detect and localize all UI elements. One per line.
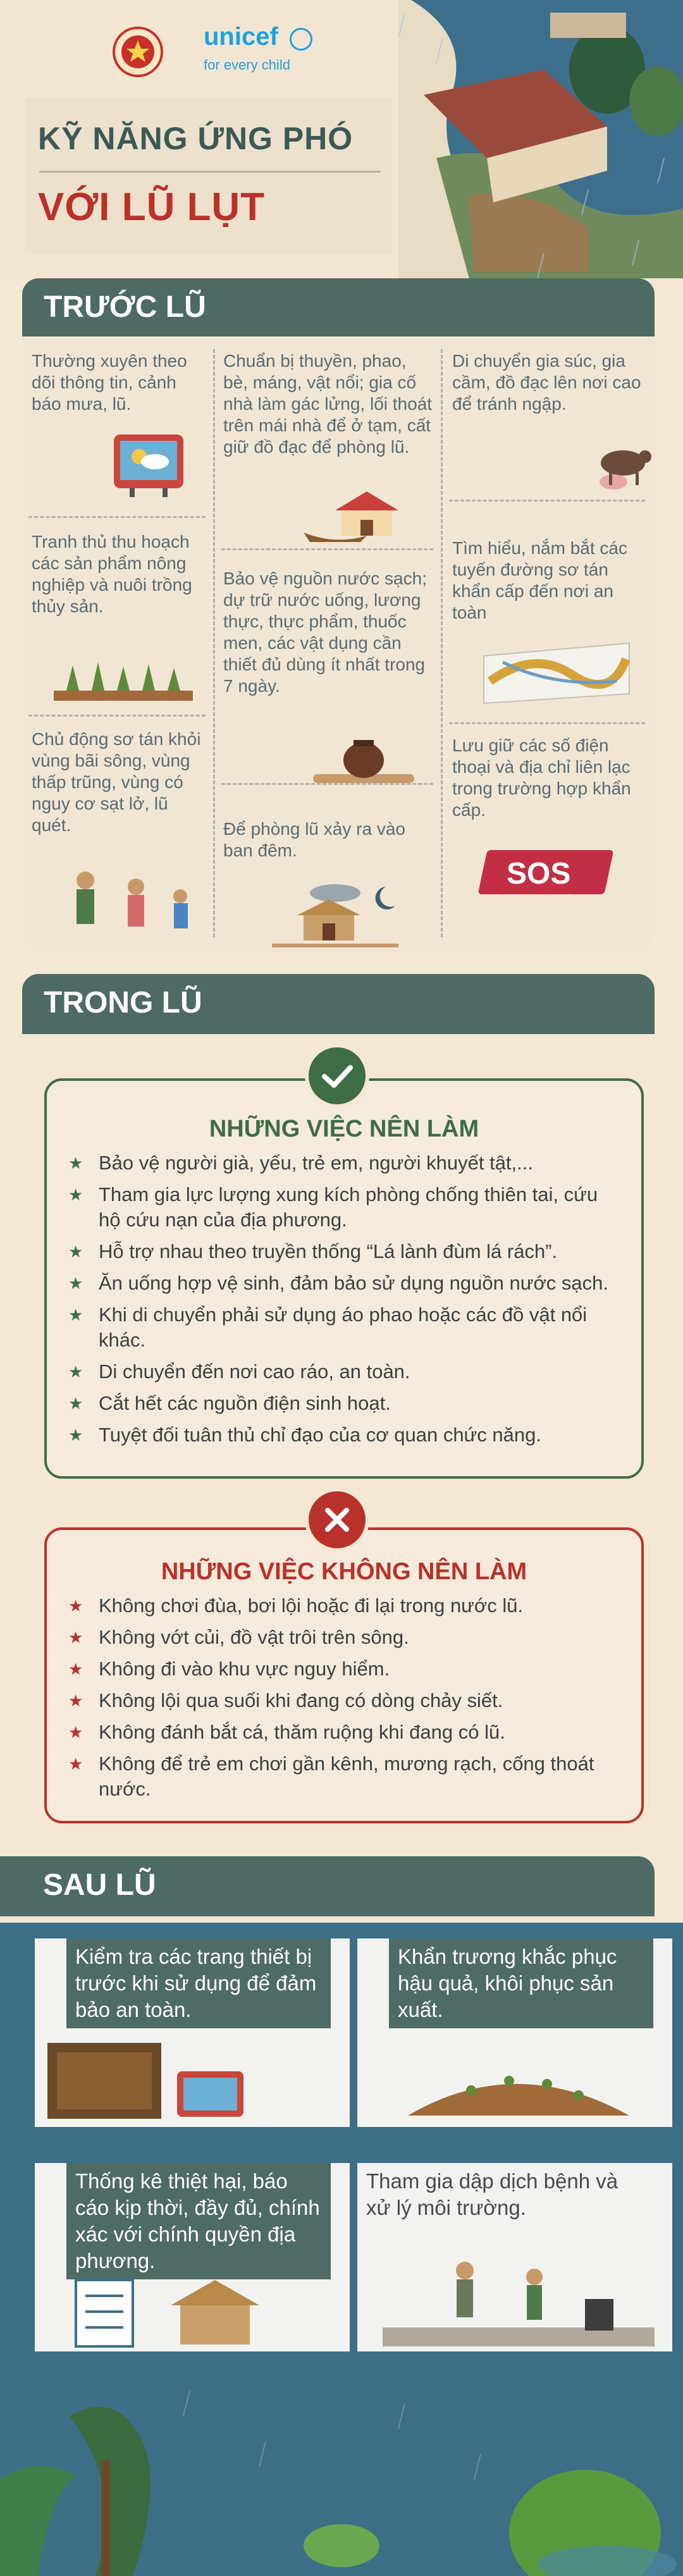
before-item: Tranh thủ thu hoạch các sản phẩm nông nghiệp và nuôi trồng thủy sản. [32,532,192,616]
furniture-tv-icon [41,2030,281,2125]
do-item: ★ Di chuyển đến nơi cao ráo, an toàn. [66,1359,622,1384]
star-icon: ★ [68,1691,83,1710]
do-list [66,1150,622,1454]
star-icon: ★ [68,1628,83,1647]
cross-icon [305,1488,369,1552]
crops-icon [54,653,193,703]
dont-card [44,1527,644,1823]
section-during-header [22,974,655,1034]
dont-list [66,1593,622,1808]
after-card [35,2163,350,2351]
divider [449,722,645,724]
after-card [35,1938,350,2127]
after-item: Khẩn trương khắc phục hậu quả, khôi phục sản xuất. [389,1938,653,2028]
star-icon: ★ [68,1596,83,1615]
water-jar-icon [313,735,414,786]
flood-house-illustration [398,0,683,278]
checkmark-icon [305,1044,369,1108]
do-item: ★ Bảo vệ người già, yếu, trẻ em, người khuyết tật,... [66,1150,622,1176]
before-panel [22,336,655,953]
do-item: ★ Tham gia lực lượng xung kích phòng chống thiên tai, cứu hộ cứu nạn của địa phương. [68,1183,598,1231]
do-title: NHỮNG VIỆC NÊN LÀM [209,1116,479,1142]
header [0,0,683,278]
report-house-icon [70,2274,310,2350]
section-before-header [22,278,655,336]
unicef-tagline: for every child [204,57,290,73]
evacuation-people-icon [60,861,206,944]
field-recovery-icon [402,2046,636,2122]
star-icon: ★ [68,1154,83,1173]
before-item: Để phòng lũ xảy ra vào ban đêm. [223,819,405,860]
star-icon: ★ [68,1185,83,1204]
dont-title: NHỮNG VIỆC KHÔNG NÊN LÀM [161,1558,527,1585]
section-after-label: SAU LŨ [43,1868,156,1902]
after-item: Kiểm tra các trang thiết bị trước khi sử dụng để đảm bảo an toàn. [66,1938,331,2028]
dont-item: ★ Không đánh bắt cá, thăm ruộng khi đang có lũ. [66,1720,622,1745]
do-item: ★ Khi di chuyển phải sử dụng áo phao hoặc các đồ vật nổi khác. [68,1303,588,1351]
section-during-label: TRONG LŨ [44,986,202,1020]
star-icon: ★ [68,1723,83,1742]
boat-house-icon [304,485,430,545]
do-item: ★ Hỗ trợ nhau theo truyền thống “Lá lành đùm lá rách”. [66,1239,622,1264]
title-divider [39,171,381,173]
before-item: Chuẩn bị thuyền, phao, bè, máng, vật nổi; gia cố nhà làm gác lửng, lối thoát trên mái nhà để ở tạm, cất giữ đồ đạc để phòng lũ. [223,351,433,457]
livestock-icon [591,438,651,495]
star-icon: ★ [68,1426,83,1445]
flood-trees-illustration [0,2365,683,2576]
star-icon: ★ [68,1305,83,1324]
star-icon: ★ [68,1242,83,1261]
dont-item: ★ Không để trẻ em chơi gần kênh, mương rạch, cống thoát nước. [68,1753,594,1800]
before-item: Thường xuyên theo dõi thông tin, cảnh báo mưa, lũ. [32,351,187,414]
do-item: ★ Cắt hết các nguồn điện sinh hoạt. [66,1391,622,1416]
after-card [357,2163,672,2351]
globe-icon [290,28,312,51]
divider [213,349,215,937]
star-icon: ★ [68,1362,83,1381]
divider [221,548,433,550]
before-item: Chủ động sơ tán khỏi vùng bãi sông, vùng thấp trũng, vùng có nguy cơ sạt lở, lũ quét. [32,729,201,835]
disinfection-people-icon [383,2245,655,2350]
before-item: Bảo vệ nguồn nước sạch; dự trữ nước uống, lương thực, thực phẩm, thuốc men, các vật dụng cần thiết đủ dùng ít nhất trong 7 ngày. [223,569,427,696]
section-after-header [0,1856,655,1916]
star-icon: ★ [68,1274,83,1293]
dont-item: ★ Không lội qua suối khi đang có dòng chảy siết. [66,1688,622,1713]
do-card [44,1078,644,1479]
ministry-emblem-logo [113,27,163,77]
after-item: Tham gia dập dịch bệnh và xử lý môi trường. [366,2169,618,2219]
night-house-icon [259,880,411,950]
star-icon: ★ [68,1394,83,1413]
tv-weather-icon [111,431,187,501]
star-icon: ★ [68,1660,83,1679]
evacuation-map-icon [477,637,636,706]
section-before-label: TRƯỚC LŨ [44,290,206,324]
sos-label: SOS [507,857,571,891]
after-card [357,1938,672,2127]
page-title-line2: VỚI LŨ LỤT [38,185,266,229]
before-item: Lưu giữ các số điện thoại và địa chỉ liên lạc trong trường hợp khẩn cấp. [452,736,631,820]
unicef-logo-text: unicef [204,23,278,51]
before-item: Di chuyển gia súc, gia cầm, đồ đạc lên nơi cao để tránh ngập. [452,351,641,414]
before-item: Tìm hiểu, nắm bắt các tuyến đường sơ tán khẩn cấp đến nơi an toàn [452,538,628,622]
page-title-line1: KỸ NĂNG ỨNG PHÓ [38,121,354,156]
after-item: Thống kê thiệt hại, báo cáo kịp thời, đầy đủ, chính xác với chính quyền địa phương. [66,2163,331,2279]
divider [441,349,443,937]
dont-item: ★ Không chơi đùa, bơi lội hoặc đi lại trong nước lũ. [66,1593,622,1618]
dont-item: ★ Không vớt củi, đồ vật trôi trên sông. [66,1625,622,1650]
divider [449,500,645,502]
do-item: ★ Ăn uống hợp vệ sinh, đảm bảo sử dụng nguồn nước sạch. [66,1271,622,1296]
divider [28,516,206,518]
divider [28,715,206,717]
star-icon: ★ [68,1754,83,1773]
dont-item: ★ Không đi vào khu vực nguy hiểm. [66,1656,622,1682]
do-item: ★ Tuyệt đối tuân thủ chỉ đạo của cơ quan chức năng. [66,1422,622,1448]
